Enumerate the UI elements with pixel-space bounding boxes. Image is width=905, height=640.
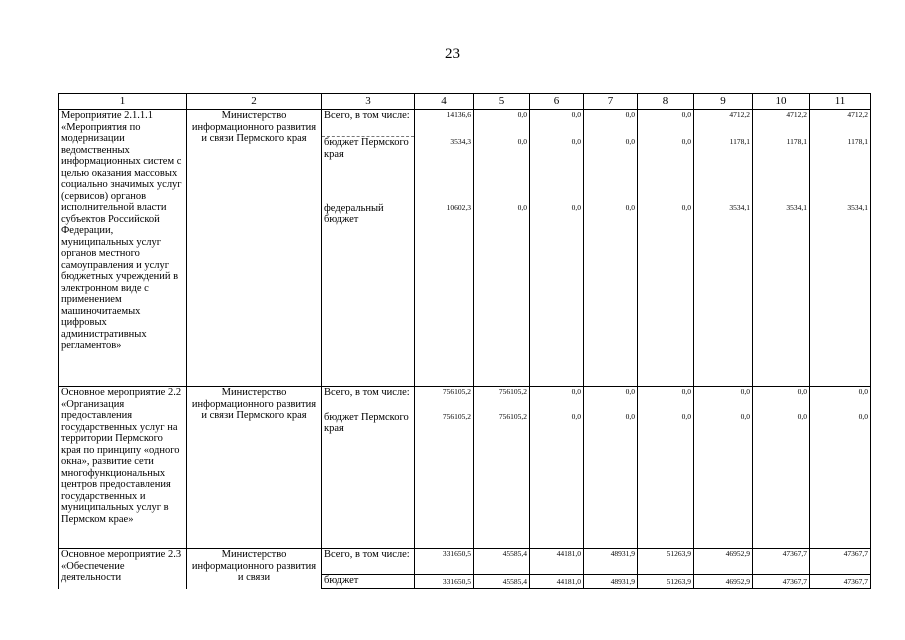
value-cell: 4712,2: [753, 110, 810, 137]
column-header: 11: [810, 94, 871, 110]
value-cell: 1178,1: [810, 137, 871, 203]
value-cell: 51263,9: [638, 575, 694, 589]
value-cell: 1178,1: [694, 137, 753, 203]
value-cell: 0,0: [638, 387, 694, 412]
page-number: 23: [445, 46, 460, 62]
value-cell: 46952,9: [694, 549, 753, 575]
budget-table: [58, 93, 871, 589]
column-header: 9: [694, 94, 753, 110]
value-cell: 0,0: [530, 203, 584, 387]
column-header: 2: [187, 94, 322, 110]
executor-cell: Министерство информационного развития и связи Пермского края: [187, 387, 322, 549]
value-cell: 48931,9: [584, 549, 638, 575]
value-cell: 0,0: [584, 203, 638, 387]
value-cell: 4712,2: [810, 110, 871, 137]
source-cell: Всего, в том числе:: [322, 387, 415, 412]
value-cell: 10602,3: [415, 203, 474, 387]
value-cell: 47367,7: [810, 549, 871, 575]
value-cell: 47367,7: [753, 549, 810, 575]
value-cell: 756105,2: [415, 412, 474, 549]
column-header: 1: [59, 94, 187, 110]
value-cell: 0,0: [753, 387, 810, 412]
value-cell: 756105,2: [474, 387, 530, 412]
value-cell: 51263,9: [638, 549, 694, 575]
value-cell: 45585,4: [474, 575, 530, 589]
value-cell: 756105,2: [415, 387, 474, 412]
column-header: 10: [753, 94, 810, 110]
value-cell: 0,0: [474, 110, 530, 137]
value-cell: 44181,0: [530, 549, 584, 575]
source-cell: бюджет Пермского края: [322, 412, 415, 549]
activity-cell: Мероприятие 2.1.1.1 «Мероприятия по модернизации ведомственных информационных систем с целью оказания массовых социально значимых услуг (сервисов) органов исполнительной власти субъектов Российской Федерации, муниципальных услуг органов местного самоуправления и услуг бюджетных учреждений в электронном виде с применением машиночитаемых цифровых административных регламентов»: [59, 110, 187, 387]
value-cell: 0,0: [810, 412, 871, 549]
value-cell: 0,0: [474, 203, 530, 387]
activity-cell: Основное мероприятие 2.2 «Организация предоставления государственных услуг на территории Пермского края по принципу «одного окна», развитие сети многофункциональных центров предоставления государственных и муниципальных услуг в Пермском крае»: [59, 387, 187, 549]
value-cell: 0,0: [810, 387, 871, 412]
value-cell: 46952,9: [694, 575, 753, 589]
value-cell: 0,0: [530, 387, 584, 412]
column-header: 6: [530, 94, 584, 110]
value-cell: 0,0: [474, 137, 530, 203]
source-cell: бюджет Пермского края: [322, 137, 415, 203]
value-cell: 0,0: [584, 387, 638, 412]
value-cell: 0,0: [638, 203, 694, 387]
column-header: 4: [415, 94, 474, 110]
value-cell: 0,0: [638, 110, 694, 137]
column-header: 5: [474, 94, 530, 110]
value-cell: 44181,0: [530, 575, 584, 589]
value-cell: 14136,6: [415, 110, 474, 137]
value-cell: 0,0: [530, 110, 584, 137]
value-cell: 4712,2: [694, 110, 753, 137]
table-row: [59, 387, 871, 412]
activity-cell: Основное мероприятие 2.3 «Обеспечение деятельности: [59, 549, 187, 589]
value-cell: 1178,1: [753, 137, 810, 203]
value-cell: 0,0: [753, 412, 810, 549]
table-row: [59, 110, 871, 137]
value-cell: 0,0: [584, 412, 638, 549]
value-cell: 331650,5: [415, 575, 474, 589]
source-cell: Всего, в том числе:: [322, 110, 415, 137]
column-header: 3: [322, 94, 415, 110]
table-header-row: [59, 94, 871, 110]
source-cell: бюджет: [322, 575, 415, 589]
value-cell: 0,0: [638, 412, 694, 549]
value-cell: 47367,7: [810, 575, 871, 589]
value-cell: 331650,5: [415, 549, 474, 575]
value-cell: 3534,1: [753, 203, 810, 387]
value-cell: 45585,4: [474, 549, 530, 575]
source-cell: Всего, в том числе:: [322, 549, 415, 575]
value-cell: 0,0: [584, 110, 638, 137]
value-cell: 48931,9: [584, 575, 638, 589]
value-cell: 756105,2: [474, 412, 530, 549]
value-cell: 0,0: [694, 412, 753, 549]
column-header: 7: [584, 94, 638, 110]
table-row: [59, 549, 871, 575]
value-cell: 0,0: [530, 137, 584, 203]
source-cell: федеральный бюджет: [322, 203, 415, 387]
value-cell: 0,0: [530, 412, 584, 549]
value-cell: 0,0: [584, 137, 638, 203]
value-cell: 47367,7: [753, 575, 810, 589]
value-cell: 0,0: [638, 137, 694, 203]
value-cell: 3534,3: [415, 137, 474, 203]
executor-cell: Министерство информационного развития и связи Пермского края: [187, 110, 322, 387]
value-cell: 3534,1: [810, 203, 871, 387]
value-cell: 0,0: [694, 387, 753, 412]
column-header: 8: [638, 94, 694, 110]
value-cell: 3534,1: [694, 203, 753, 387]
executor-cell: Министерство информационного развития и связи: [187, 549, 322, 589]
